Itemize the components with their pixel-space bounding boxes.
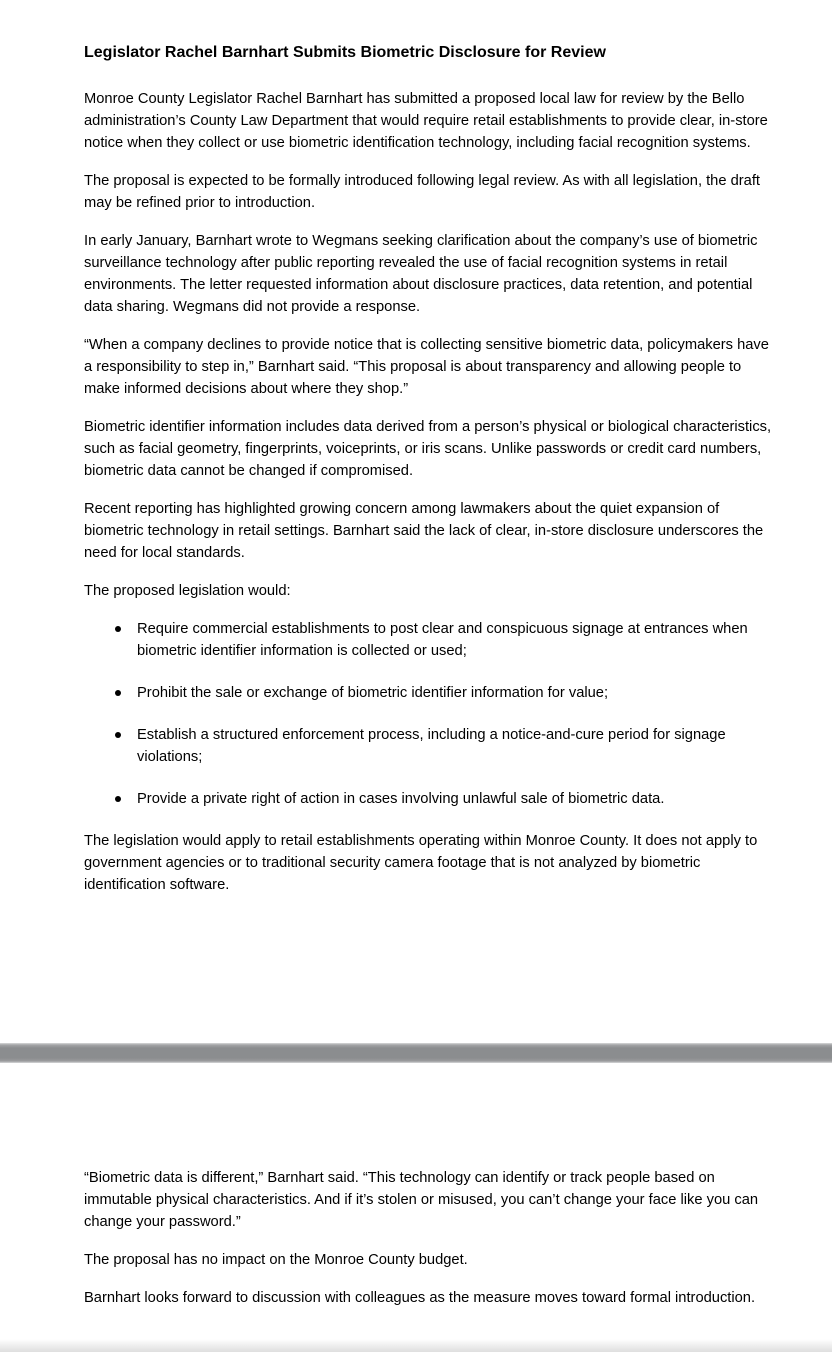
page-2	[0, 1063, 832, 1352]
paragraph-biometric-definition: Biometric identifier information includes data derived from a person’s physical or biological characteristics, such as facial geometry, fingerprints, voiceprints, or iris scans. Unlike passwords or credit card numbers, biometric data cannot be changed if compromised.	[84, 419, 772, 479]
bullet-dot-icon	[115, 732, 121, 738]
list-item-signage	[84, 618, 775, 662]
list-item-text: Require commercial establishments to post clear and conspicuous signage at entrances when biometric identifier information is collected or used;	[137, 621, 748, 659]
paragraph-scope: The legislation would apply to retail establishments operating within Monroe County. It does not apply to government agencies or to traditional security camera footage that is not analyzed by biometric identification software.	[84, 833, 758, 893]
bullet-dot-icon	[115, 796, 121, 802]
document-title: Legislator Rachel Barnhart Submits Biometric Disclosure for Review	[84, 44, 606, 61]
list-item-enforcement	[84, 724, 775, 768]
list-item-prohibit-sale	[84, 682, 775, 704]
list-item-private-right	[84, 788, 775, 810]
paragraph-barnhart-quote-1: “When a company declines to provide notice that is collecting sensitive biometric data, policymakers have a responsibility to step in,” Barnhart said. “This proposal is about transparency and allowing people to make informed decisions about where they shop.”	[84, 337, 769, 397]
paragraph-legal-review: The proposal is expected to be formally introduced following legal review. As with all legislation, the draft may be refined prior to introduction.	[84, 173, 760, 211]
paragraph-intro: Monroe County Legislator Rachel Barnhart has submitted a proposed local law for review by the Bello administration’s County Law Department that would require retail establishments to provide clear, in-store notice when they collect or use biometric identification technology, including facial recognition systems.	[84, 91, 768, 151]
list-item-text: Prohibit the sale or exchange of biometric identifier information for value;	[137, 685, 609, 701]
paragraph-recent-reporting: Recent reporting has highlighted growing concern among lawmakers about the quiet expansion of biometric technology in retail settings. Barnhart said the lack of clear, in-store disclosure underscores the need for local standards.	[84, 501, 764, 561]
list-intro-paragraph: The proposed legislation would:	[84, 583, 291, 599]
paragraph-wegmans-letter: In early January, Barnhart wrote to Wegmans seeking clarification about the company’s use of biometric surveillance technology after public reporting revealed the use of facial recognition systems in retail environments. The letter requested information about disclosure practices, data retention, and potential data sharing. Wegmans did not provide a response.	[84, 233, 758, 315]
bullet-dot-icon	[115, 690, 121, 696]
bullet-dot-icon	[115, 626, 121, 632]
paragraph-barnhart-quote-2: “Biometric data is different,” Barnhart said. “This technology can identify or track people based on immutable physical characteristics. And if it’s stolen or misused, you can’t change your face like you can change your password.”	[84, 1170, 759, 1230]
page-break-separator	[0, 1043, 832, 1063]
paragraph-closing: Barnhart looks forward to discussion with colleagues as the measure moves toward formal introduction.	[84, 1290, 756, 1306]
list-item-text: Establish a structured enforcement process, including a notice-and-cure period for signage violations;	[137, 727, 726, 765]
bullet-list	[84, 618, 775, 810]
list-item-text: Provide a private right of action in cases involving unlawful sale of biometric data.	[137, 791, 665, 807]
paragraph-budget: The proposal has no impact on the Monroe County budget.	[84, 1252, 468, 1268]
